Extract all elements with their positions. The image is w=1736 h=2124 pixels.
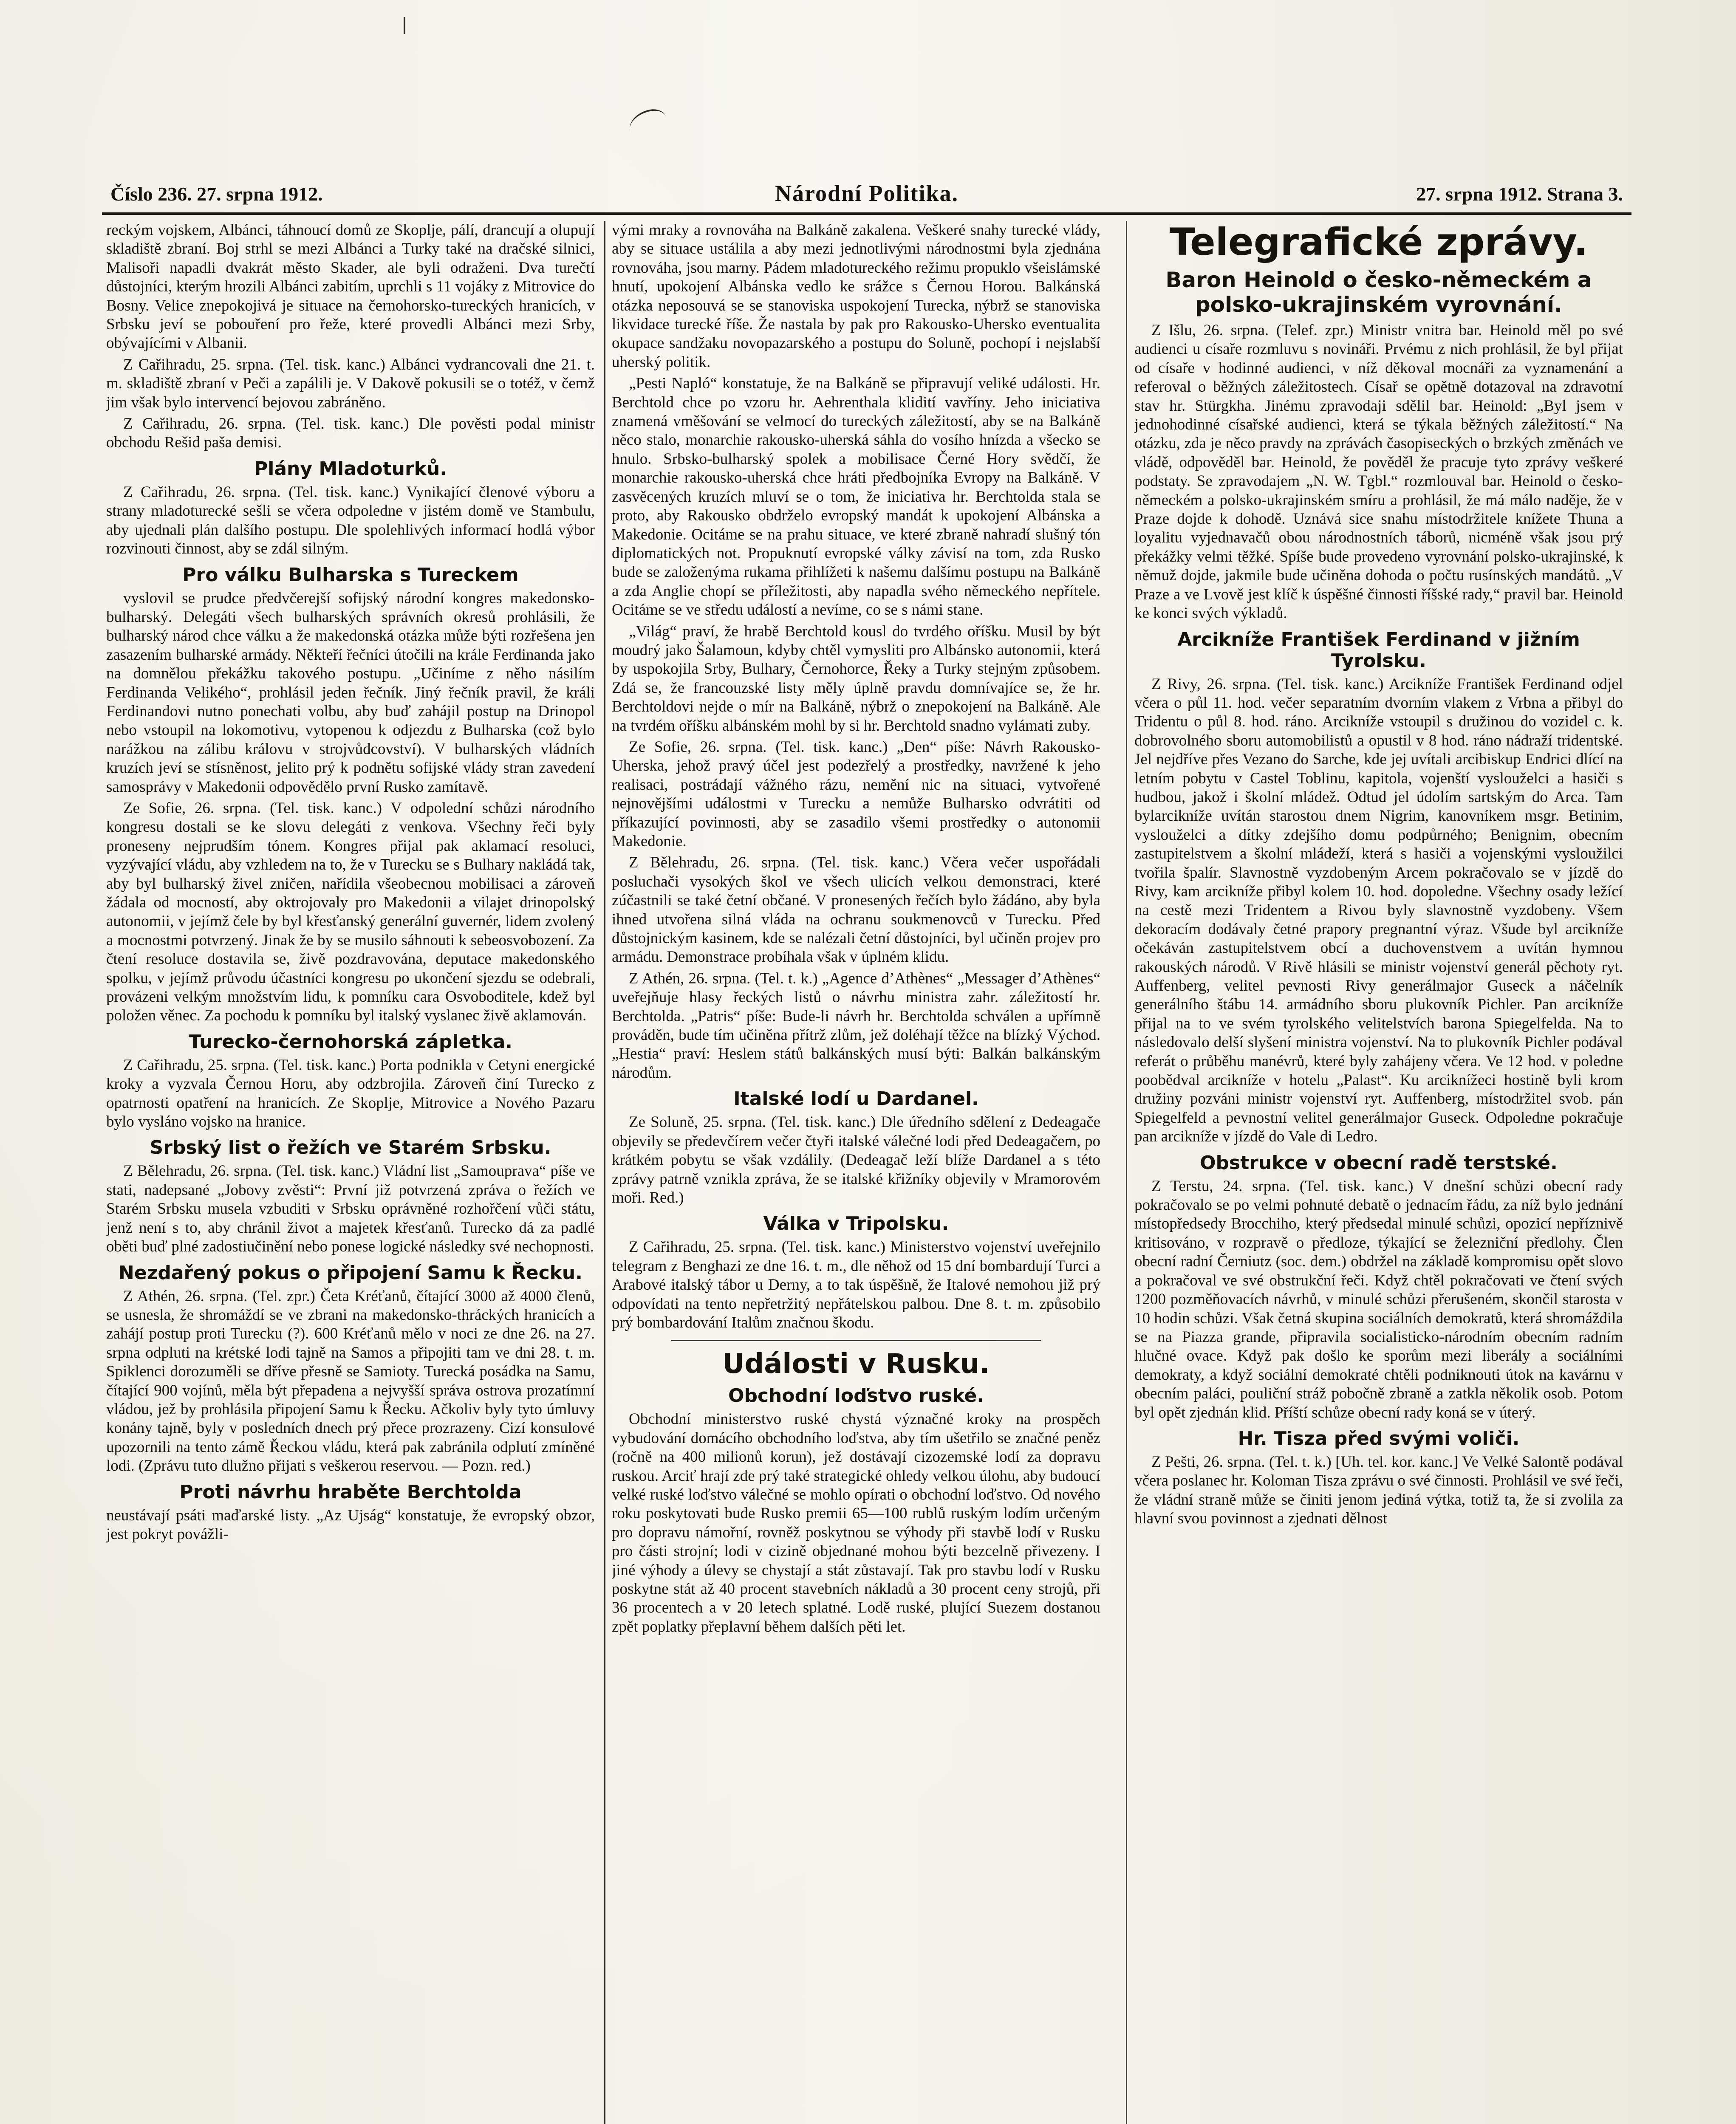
article-paragraph: reckým vojskem, Albánci, táhnoucí domů ze Skoplje, pálí, drancují a olupují skladiště zbraní. Boj strhl se mezi Albánci a Turky také na dračské silnici, Malisoři napadli dvakrát město Skader, ale byli odraženi. Dva turečtí důstojníci, kterým hrozili Albánci zabitím, uprchli s 11 vojáky z Mitrovice do Bosny. Velice znepokojivá je situace na černohorsko-tureckých hranicích, v Srbsku jeví se pobouření pro řeže, které provedli Albánci mezi Srby, obývajícími v Albanii.: [106, 221, 595, 352]
article-heading: Italské lodí u Dardanel.: [733, 1088, 979, 1110]
article-paragraph: Z Bělehradu, 26. srpna. (Tel. tisk. kanc.) Vládní list „Samouprava“ píše ve stati, nadepsané „Jobovy zvěsti“: První již potvrzená zpráva o řežích ve Starém Srbsku musela vzbuditi v Srbsku oprávněné rozhořčení vůči státu, jenž není s to, aby chránil život a majetek křesťanů. Turecko dá za padlé oběti buď plné zadostiučinění nebo ponese logické následky své nechopnosti.: [106, 1162, 595, 1256]
column-rule: [1126, 221, 1127, 2124]
article-heading: Obchodní loďstvo ruské.: [728, 1385, 984, 1407]
article-heading: Válka v Tripolsku.: [763, 1213, 949, 1235]
section-title: Telegrafické zprávy.: [1169, 221, 1588, 264]
article-paragraph: Ze Sofie, 26. srpna. (Tel. tisk. kanc.) V odpolední schůzi národního kongresu dostali se ke slovu delegáti z venkova. Všechny řeči byly proneseny nejprudším tónem. Kongres přijal pak aklamací resoluci, vyzývající vládu, aby vzhledem na to, že v Turecku se s Bulhary nakládá tak, aby byl bulharský živel zničen, nařídila všeobecnou mobilisaci a zároveň žádala od mocností, aby oktrojovaly pro Makedonii a vilajet drinopolský autonomii, v jejímž čele by byl křesťanský generální guvernér, lidem zvolený a mocnostmi potvrzený. Jinak že by se musilo sáhnouti k sebeosvobození. Za čtení resoluce dostavila se, živě pozdravována, deputace makedonského spolku, v jejímž průvodu účastníci kongresu po ukončení sjezdu se odebrali, provázeni velkým množstvím lidu, k pomníku cara Osvoboditele, kdež byl položen věnec. Za pochodu k pomníku byl italský vyslanec živě aklamován.: [106, 799, 595, 1025]
column-1: [106, 221, 595, 2124]
article-paragraph: Z Athén, 26. srpna. (Tel. zpr.) Četa Kréťanů, čítající 3000 až 4000 členů, se usnesla, že shromáždí se ve zbrani na makedonsko-thráckých hranicích a zahájí postup proti Turecku (?). 600 Kréťanů mělo v noci ze dne 26. na 27. srpna odpluti na krétské lodi tajně na Samos a připojiti tam ve dni 28. t. m. Spiklenci dorozuměli se dříve přesně se Samioty. Turecká posádka na Samu, čítající 900 vojínů, měla být přepadena a nejvyšší správa ostrova prozatímní vládou, jež by prohlásila připojení Samu k Řecku. Ačkoliv byly tyto úmluvy konány tajně, byly v posledních dnech prý přece prozrazeny. Cizí konsulové upozornili na tento zámě Řeckou vládu, která pak zabránila odplutí zmíněné lodi. (Zprávu tuto dlužno přijati s veškerou reservou. — Pozn. red.): [106, 1287, 595, 1475]
article-paragraph: Z Pešti, 26. srpna. (Tel. t. k.) [Uh. tel. kor. kanc.] Ve Velké Salontě podával včera poslanec hr. Koloman Tisza zprávu o své činnosti. Prohlásil ve své řeči, že vládní straně může se činiti jenom jediná výtka, totiž ta, že si zvolila za hlavní svou povinnost a zjednati dělnost: [1134, 1453, 1623, 1528]
article-paragraph: „Világ“ praví, že hrabě Berchtold kousl do tvrdého oříšku. Musil by být moudrý jako Šalamoun, kdyby chtěl vymysliti pro Albánsko autonomii, která by uspokojila Srby, Bulhary, Černohorce, Řeky a Turky stejným způsobem. Zdá se, že francouzské listy měly úplně pravdu domnívajíce se, že hr. Berchtoldovi nejde o mír na Balkáně, nýbrž o znepokojení na Balkáně. Ale na tvrdém oříšku albánském mohl by si hr. Berchtold snadno vylámati zuby.: [612, 622, 1100, 734]
page-date-number: 27. srpna 1912. Strana 3.: [1416, 183, 1623, 205]
article-paragraph: Z Terstu, 24. srpna. (Tel. tisk. kanc.) V dnešní schůzi obecní rady pokračovalo se po velmi pohnuté debatě o jednacím řádu, za níž bylo jednání místopředsedy Brocchiho, který předsedal minulé schůzi, opozicí nepříznivě kritisováno, v rozpravě o předloze, týkající se železniční předlohy. Člen obecní radní Černiutz (soc. dem.) obdržel na základě kompromisu opět slovo a pokračoval ve své obstrukční řeči. Když chtěl pokračovati ve čtení svých 1200 pozměňovacích návrhů, v minulé schůzi přerušeném, skončil starosta v 10 hodin schůzi. Však četná skupina sociálních demokratů, která shromáždila se na Piazza grande, připravila socialisticko-národním obecním radním hlučné ovace. Když pak došlo ke sporům mezi liberály a sociálními demokraty, a když sociální demokraté chtěli podniknouti útok na kavárnu v obecním paláci, pouliční stráž pobočně zbraně a zatkla několik osob. Potom byl opět zjednán klid. Příští schůze obecní rady koná se v úterý.: [1134, 1177, 1623, 1421]
article-paragraph: Z Cařihradu, 26. srpna. (Tel. tisk. kanc.) Vynikající členové výboru a strany mladoturecké sešli se včera odpoledne v jistém domě ve Stambulu, aby ujednali plán dalšího postupu. Dle spolehlivých informací hodlá výbor rozvinouti činnost, aby se zdál silným.: [106, 483, 595, 558]
scan-mark: [404, 17, 405, 34]
article-paragraph: Obchodní ministerstvo ruské chystá význačné kroky na prospěch vybudování domácího obchodního loďstva, aby tím ušetřilo se značné peněz (ročně na 400 milionů korun), jež dostávají cizozemské lodí za dopravu ruskou. Arciť hrají zde prý také strategické ohledy velkou úlohu, aby budoucí velké ruské loďstvo válečné se mohlo opírati o obchodní loďstvo. Od nového roku poskytovati bude Rusko premii 65—100 rublů ruským lodím určeným pro dopravu námořní, rovněž poskytnou se výhody při stavbě lodí v Rusku pro části strojní; lodi v cizině objednané mohou býti bezcelně přivezeny. I jiné výhody a úlevy se chystají a stát zůstavají. Tak pro stavbu lodí v Rusku poskytne stát až 40 procent stavebních nákladů a 30 procent ceny strojů, při 36 procentech a v 20 letech splatné. Lodě ruské, plující Suezem dostanou zpět poplatky přeplavní během dalších pěti let.: [612, 1410, 1100, 1635]
section-title: Události v Rusku.: [722, 1348, 990, 1380]
article-paragraph: vyslovil se prudce předvčerejší sofijský národní kongres makedonsko-bulharský. Delegáti všech bulharských správních okresů prohlásili, že bulharský národ chce válku a že makedonská otázka může býti rozřešena jen zasazením bulharské armády. Někteří řečníci útočili na krále Ferdinanda jako na domnělou překážku takového postupu. „Učiníme z něho násilím Ferdinanda Velikého“, prohlásil jeden řečník. Jiný řečník pravil, že králi Ferdinandovi nutno ponechati volbu, aby buď zahájil postup na Drinopol nebo vstoupil na lokomotivu, vytopenou k odjezdu z Bulharska (což bylo narážkou na zálibu královu v strojvůdcovství). V bulharských vládních kruzích jeví se stísněnost, jelito prý k podnětu sofijské vlády stran zavedení samosprávy v Makedonii odpovědělo první Rusko zamítavě.: [106, 589, 595, 796]
article-paragraph: Z Cařihradu, 26. srpna. (Tel. tisk. kanc.) Dle pověsti podal ministr obchodu Rešid paša demisi.: [106, 415, 595, 452]
article-heading: Nezdařený pokus o připojení Samu k Řecku.: [119, 1262, 582, 1284]
ink-mark: [626, 106, 670, 142]
page-header: [102, 178, 1631, 215]
article-heading: Pro válku Bulharska s Tureckem: [182, 564, 519, 586]
section-divider: [671, 1340, 1041, 1341]
article-heading: Srbský list o řežích ve Starém Srbsku.: [150, 1137, 551, 1159]
newspaper-title: Národní Politika.: [775, 181, 959, 206]
column-3: [1134, 221, 1623, 2124]
article-heading: Obstrukce v obecní radě terstské.: [1200, 1152, 1558, 1174]
article-heading: Turecko-černohorská zápletka.: [188, 1031, 512, 1053]
article-paragraph: Ze Sofie, 26. srpna. (Tel. tisk. kanc.) „Den“ píše: Návrh Rakousko-Uherska, jehož pravý účel jest podezřelý a prostředky, navržené k jeho realisaci, postrádají vážného rázu, nemění nic na situaci, vytvořené nejnovějšími událostmi v Turecku a nemůže Bulharsko odvrátiti od příkazující povinnosti, aby se zasadilo všemi prostředky o autonomii Makedonie.: [612, 738, 1100, 850]
article-heading: Baron Heinold o česko-německém a polsko-ukrajinském vyrovnání.: [1165, 268, 1592, 317]
article-paragraph: Z Cařihradu, 25. srpna. (Tel. tisk. kanc.) Albánci vydrancovali dne 21. t. m. skladiště zbraní v Peči a zapálili je. V Dakově pokusili se o totéž, v čemž jim však bylo intervencí bejovou zabráněno.: [106, 356, 595, 411]
column-rule: [604, 221, 605, 2124]
article-paragraph: Z Rivy, 26. srpna. (Tel. tisk. kanc.) Arcikníže František Ferdinand odjel včera o půl 11. hod. večer separatním dvorním vlakem z Vrbna a přibyl do Tridentu o půl 8. hod. ráno. Arcikníže vstoupil s družinou do vozidel c. k. dobrovolného sboru automobilistů a opustil v 8 hod. ráno nádraží tridentské. Jel nejdříve přes Vezano do Sarche, kde jej uvítali arcibiskup Endrici dlící na letním pobytu v Castel Toblinu, kapitola, vojenští vyslouželci a hasiči s hudbou, jakož i školní mládež. Odtud jel údolím sartským do Arca. Tam bylarcikníže uvítán starostou dnem Nigrim, kanovníkem msgr. Betinim, vyslouželci a dítky zdejšího domu podpůrného; Benignim, obecním zastupitelstvem a školní mládeží, která s hasiči a vojenskými vysloužilci tvořila špalír. Slavnostně vyzdobeným Arcem pokračovalo se v jízdě do Rivy, kam arcikníže přibyl kolem 10. hod. dopoledne. Všechny osady ležící na cestě mezi Tridentem a Rivou byly slavnostně vyzdobeny. Všem dekoracím dodávaly četné prapory pregnantní výraz. Všude byl arcikníže očekáván zastupitelstvem obcí a duchovenstvem a uvítán hymnou rakouských národů. V Rivě hlásili se ministr vojenství generál pěchoty ryt. Auffenberg, velitel pevnosti Rivy generálmajor Guseck a náčelník generálního štábu 14. armádního sboru plukovník Pichler. Pan arcikníže přijal na to ve svém tyrolského velitelstvích barona Spiegelfelda. Na to následovalo delší slyšení ministra vojenství. Na to plukovník Pichler podával referát o průběhu manévrů, které byly zahájeny včera. Ve 12 hod. v poledne poobědval arcikníže v hotelu „Palast“. Ku arciknížeci hostině byli krom družiny pozváni ministr vojenství ryt. Auffenberg, místodržitel svob. pán Spiegelfeld a pevnostní velitel generálmajor Guseck. Odpoledne pokračuje pan arcikníže v jízdě do Vale di Ledro.: [1134, 675, 1623, 1146]
article-paragraph: Ze Soluně, 25. srpna. (Tel. tisk. kanc.) Dle úředního sdělení z Dedeagače objevily se předevčírem večer čtyři italské válečné lodi před Dedeagačem, po krátkém pobytu se však vzdálily. (Dedeagač leží blíže Dardanel a s této zprávy patrně vznikla zpráva, že se italské křižníky objevily v Mramorovém moři. Red.): [612, 1113, 1100, 1206]
article-paragraph: vými mraky a rovnováha na Balkáně zakalena. Veškeré snahy turecké vlády, aby se situace ustálila a aby mezi jednotlivými národnostmi byla zjednána rovnováha, jsou marny. Pádem mladotureckého režimu propuklo všeislámské hnutí, upokojení Albánska vedlo ke srážce s Černou Horou. Balkánská otázka neposouvá se se stanoviska uspokojení Turecka, nýbrž se stanoviska likvidace turecké říše. Že nastala by pak pro Rakousko-Uhersko eventualita okupace sandžaku novopazarského a postupu do Soluně, pochopí i nejslabší uherský politik.: [612, 221, 1100, 371]
article-paragraph: Z Cařihradu, 25. srpna. (Tel. tisk. kanc.) Porta podnikla v Cetyni energické kroky a vyzvala Černou Horu, aby odzbrojila. Zároveň činí Turecko z opatrnosti opatření na hranicích. Ze Skoplje, Mitrovice a Nového Pazaru bylo vysláno vojsko na hranice.: [106, 1056, 595, 1131]
article-heading: Hr. Tisza před svými voliči.: [1238, 1427, 1520, 1449]
article-heading: Proti návrhu hraběte Berchtolda: [179, 1481, 522, 1503]
issue-number: Číslo 236. 27. srpna 1912.: [110, 183, 323, 205]
article-paragraph: neustávají psáti maďarské listy. „Az Ujság“ konstatuje, že evropský obzor, jest pokryt povážli-: [106, 1506, 595, 1543]
article-paragraph: Z Cařihradu, 25. srpna. (Tel. tisk. kanc.) Ministerstvo vojenství uveřejnilo telegram z Benghazi ze dne 16. t. m., dle něhož od 15 dní bombardují Turci a Arabové italský tábor u Derny, a to tak úspěšně, že Italové nemohou již prý odpovídati na tento nepřetržitý nepřátelskou palbou. Dne 8. t. m. způsobilo prý bombardování Italům značnou škodu.: [612, 1238, 1100, 1331]
article-paragraph: Z Bělehradu, 26. srpna. (Tel. tisk. kanc.) Včera večer uspořádali posluchači vysokých škol ve všech ulicích velkou demonstraci, které zúčastnili se také četní občané. V pronesených řečích bylo žádáno, aby byla ihned utvořena silná vláda na ochranu soukmenovců v Turecku. Před důstojnickým kasinem, kde se nalézali četní důstojníci, byl učiněn projev pro armádu. Demonstrace probíhala však v úplném klidu.: [612, 854, 1100, 966]
article-heading: Arcikníže František Ferdinand v jižním Tyrolsku.: [1177, 628, 1580, 672]
article-paragraph: Z Athén, 26. srpna. (Tel. t. k.) „Agence d’Athènes“ „Messager d’Athènes“ uveřejňuje hlasy řeckých listů o návrhu ministra zahr. záležitostí hr. Berchtolda. „Patris“ píše: Bude-li návrh hr. Berchtolda schválen a upřímně prováděn, bude tím učiněna přítrž zlům, jež doléhají těžce na blízký Východ. „Hestia“ praví: Heslem států balkánských musí býti: Balkán balkánským národům.: [612, 969, 1100, 1082]
column-2: [612, 221, 1100, 2124]
article-heading: Plány Mladoturků.: [254, 458, 447, 480]
article-paragraph: „Pesti Napló“ konstatuje, že na Balkáně se připravují veliké události. Hr. Berchtold chce po vzoru hr. Aehrenthala klidití vavříny. Jeho iniciativa znamená vměšování se velmocí do tureckých záležitostí, aby se na Balkáně něco stalo, monarchie rakousko-uherská sáhla do vosího hnízda a všecko se hnulo. Srbsko-bulharský spolek a mobilisace Černé Hory svědčí, že monarchie rakousko-uherská chce hráti předbojníka Evropy na Balkáně. V zasvěcených kruzích mluví se o tom, že iniciativa hr. Berchtolda stala se proto, aby Rakousko obdrželo evropský mandát k upokojení Albánska a Makedonie. Ocitáme se na prahu situace, ve které zbraně nahradí slušný tón diplomatických not. Propuknutí evropské války závisí na tom, zda Rusko bude se založenýma rukama přihlížeti k našemu dalšímu postupu na Balkáně a zda Anglie chopí se příležitosti, aby napadla svého německého nepřítele. Ocitáme se ve středu událostí a nevíme, co se s námi stane.: [612, 375, 1100, 619]
article-paragraph: Z Išlu, 26. srpna. (Telef. zpr.) Ministr vnitra bar. Heinold měl po své audienci u císaře rozmluvu s novináři. Prvému z nich prohlásil, že byl přijat od císaře v hodinné audienci, v níž děkoval mocnáři za vyznamenání a referoval o běžných záležitostech. Císař se opětně dotazoval na zdravotní stav hr. Stürgkha. Jinému zpravodaji sdělil bar. Heinold: „Byl jsem v jednohodinné císařské audienci, která se týkala běžných záležitostí.“ Na otázku, zda je něco pravdy na zprávách časopiseckých o brzkých změnách ve vládě, odpověděl bar. Heinold, že pověděl že pracuje tyto zprávy veškeré podstaty. Se zpravodajem „N. W. Tgbl.“ rozmlouval bar. Heinold o česko-německém a polsko-ukrajinském smíru a prohlásil, že má málo naděje, že v Praze dojde k dohodě. Uznává sice snahu místodržitele knížete Thuna a loyalitu vyjednavačů obou národnostních táborů, nicméně však jsou prý překážky velmi těžké. Spíše bude provedeno vyrovnání polsko-ukrajinské, k němuž dojde, jakmile bude učiněna dohoda o počtu rusínských mandátů. „V Praze a ve Lvově jest klíč k úspěšné činnosti říšské rady,“ pravil bar. Heinold ke konci svých výkladů.: [1134, 322, 1623, 622]
